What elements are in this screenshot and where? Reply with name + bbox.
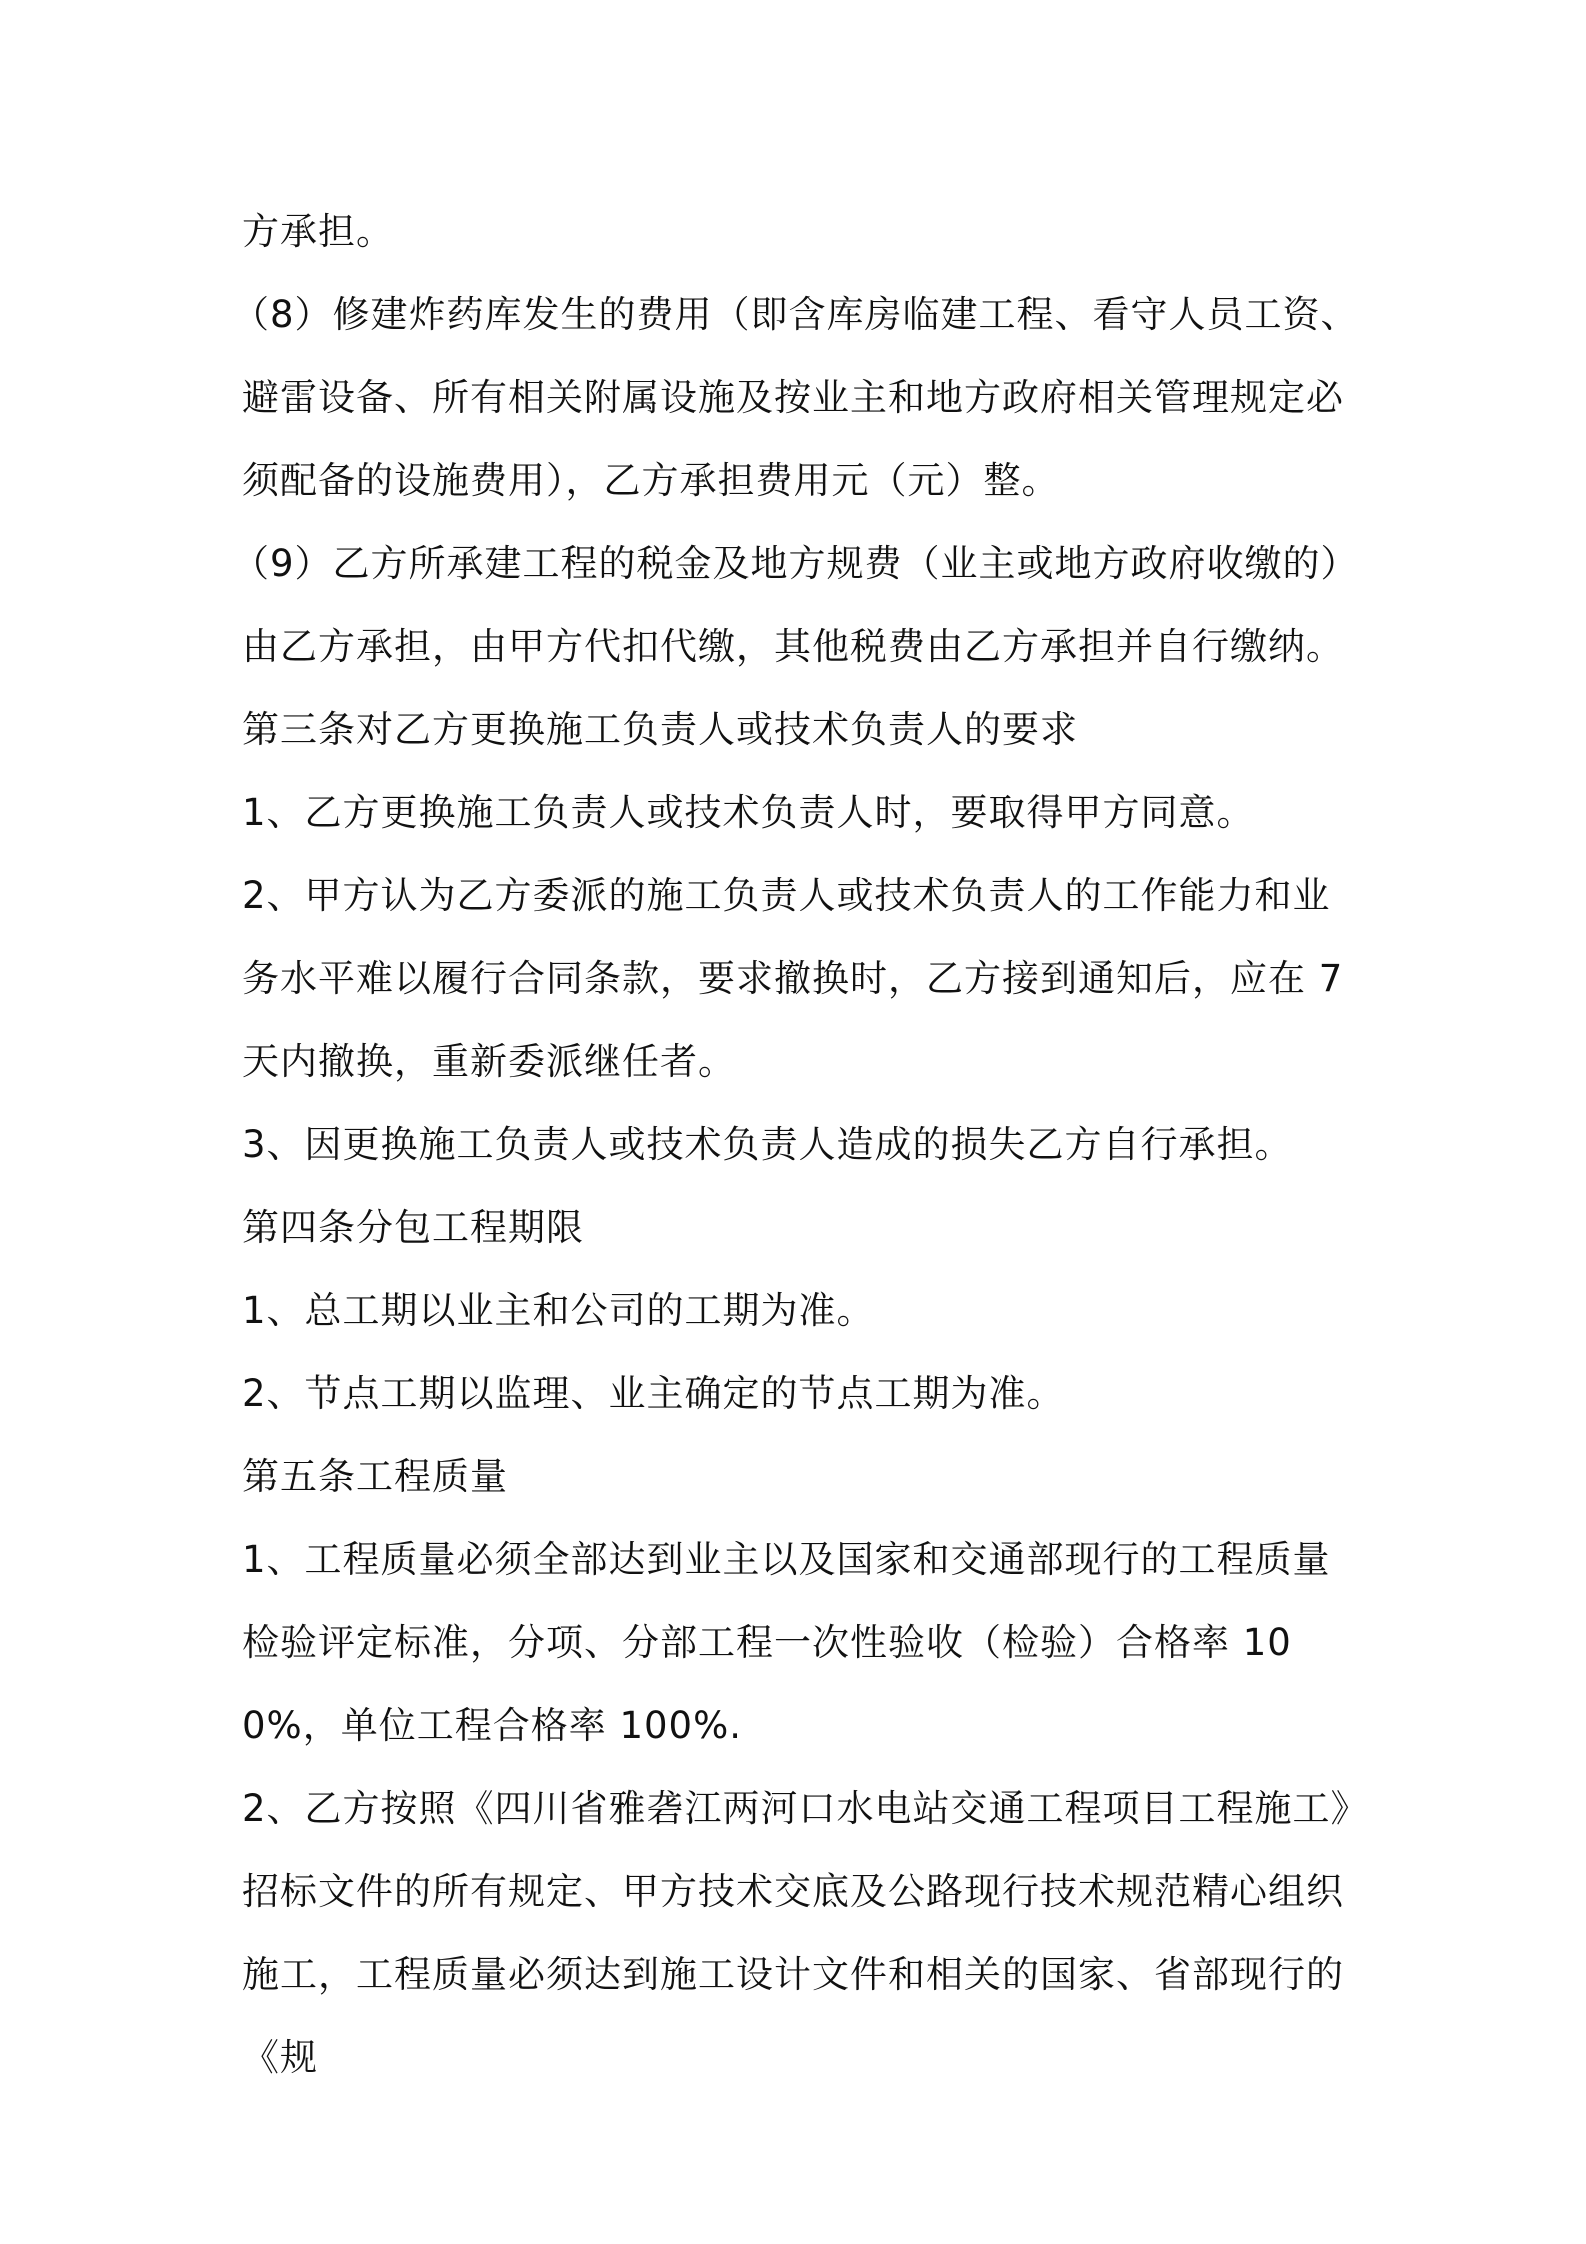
paragraph-article-3-item-3: 3、因更换施工负责人或技术负责人造成的损失乙方自行承担。 (242, 1123, 1293, 1166)
paragraph-continuation: 方承担。 (242, 210, 394, 253)
paragraph-article-3-item-2: 2、甲方认为乙方委派的施工负责人或技术负责人的工作能力和业务水平难以履行合同条款，要求撤换时，乙方接到通知后，应在 7 天内撤换，重新委派继任者。 (242, 874, 1344, 1083)
section-heading-article-4: 第四条分包工程期限 (242, 1206, 584, 1249)
paragraph-article-4-item-2: 2、节点工期以监理、业主确定的节点工期为准。 (242, 1372, 1065, 1415)
paragraph-article-3-item-1: 1、乙方更换施工负责人或技术负责人时，要取得甲方同意。 (242, 791, 1255, 834)
paragraph-article-5-item-1: 1、工程质量必须全部达到业主以及国家和交通部现行的工程质量检验评定标准，分项、分部工程一次性验收（检验）合格率 100%，单位工程合格率 100%. (242, 1538, 1331, 1747)
paragraph-article-4-item-1: 1、总工期以业主和公司的工期为准。 (242, 1289, 875, 1332)
section-heading-article-5: 第五条工程质量 (242, 1455, 508, 1498)
section-heading-article-3: 第三条对乙方更换施工负责人或技术负责人的要求 (242, 708, 1078, 751)
paragraph-item-8: （8）修建炸药库发生的费用（即含库房临建工程、看守人员工资、避雷设备、所有相关附属设施及按业主和地方政府相关管理规定必须配备的设施费用），乙方承担费用元（元）整。 (232, 293, 1359, 502)
paragraph-item-9: （9）乙方所承建工程的税金及地方规费（业主或地方政府收缴的）由乙方承担，由甲方代扣代缴，其他税费由乙方承担并自行缴纳。 (232, 542, 1359, 668)
document-body (232, 190, 1362, 2099)
paragraph-article-5-item-2: 2、乙方按照《四川省雅砻江两河口水电站交通工程项目工程施工》招标文件的所有规定、甲方技术交底及公路现行技术规范精心组织施工，工程质量必须达到施工设计文件和相关的国家、省部现行的《规 (242, 1787, 1351, 2079)
